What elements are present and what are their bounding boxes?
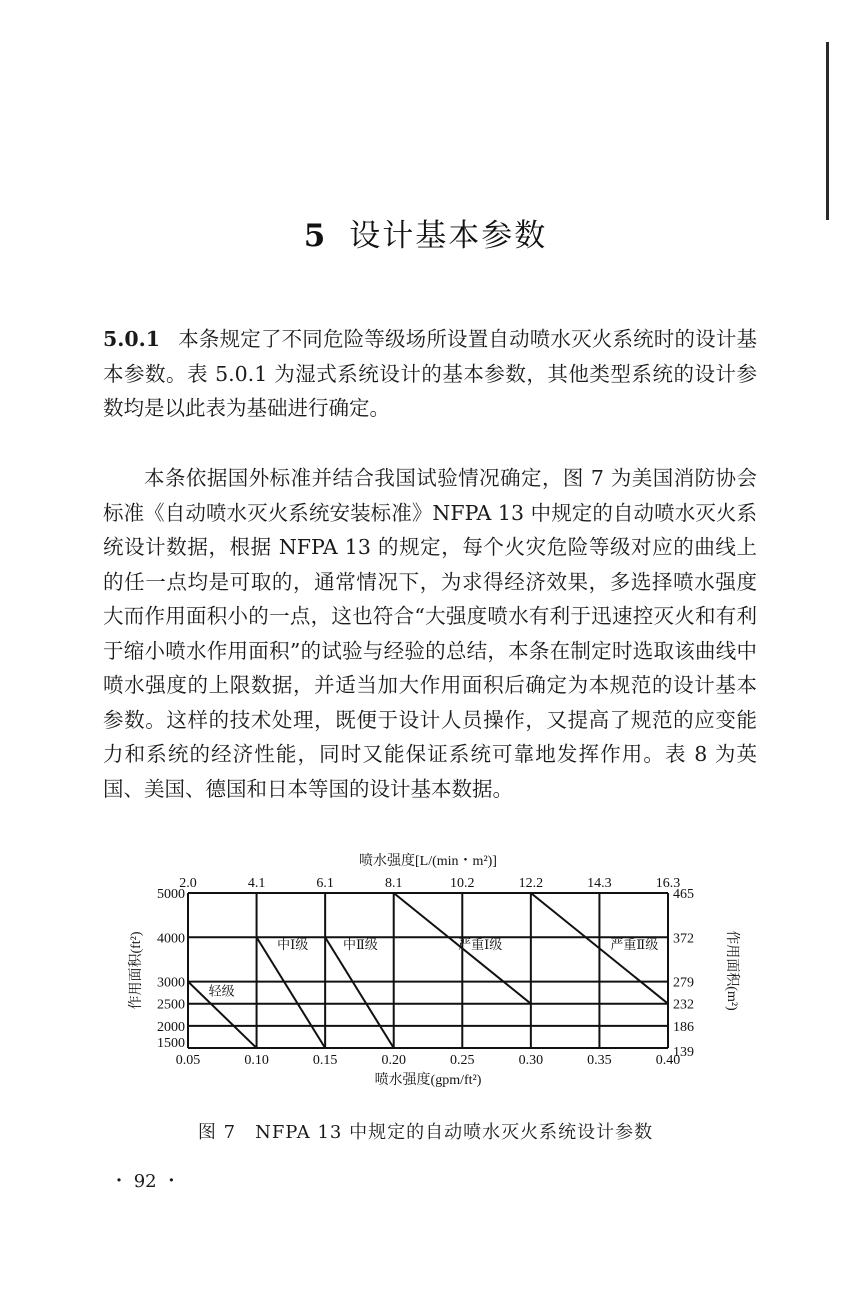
series-label-4: 严重Ⅱ级 [610,936,659,952]
x-tick-label: 0.25 [450,1053,475,1068]
x-tick-label: 0.20 [381,1053,406,1068]
chapter-title [0,210,851,255]
x-tick-label: 0.40 [655,1053,681,1068]
paragraph-clause-5-0-1 [103,322,757,426]
paragraph-1-text: 本条规定了不同危险等级场所设置自动喷水灭火系统时的设计基本参数。表 5.0.1 为湿式系统设计的基本参数，其他类型系统的设计参数均是以此表为基础进行确定。 [103,327,757,420]
x2-tick-label: 10.2 [450,876,475,891]
x-tick-label: 0.10 [244,1053,269,1068]
page-edge-line [826,42,829,220]
x2-axis-title: 喷水强度[L/(min・m²)] [359,854,497,869]
x-tick-label: 0.15 [312,1053,338,1068]
chapter-number: 5 [303,218,328,254]
paragraph-2: 本条依据国外标准并结合我国试验情况确定，图 7 为美国消防协会标准《自动喷水灭火系统安装标准》NFPA 13 中规定的自动喷水灭火系统设计数据，根据 NFPA 13 的规定，每个火灾危险等级对应的曲线上的任一点均是可取的，通常情况下，为求得经济效果，多选择喷水强度大而作用面积小的一点，这也符合“大强度喷水有利于迅速控灭火和有利于缩小喷水作用面积”的试验与经验的总结，本条在制定时选取该曲线中喷水强度的上限数据，并适当加大作用面积后确定为本规范的设计基本参数。这样的技术处理，既便于设计人员操作，又提高了规范的应变能力和系统的经济性能，同时又能保证系统可靠地发挥作用。表 8 为英国、美国、德国和日本等国的设计基本数据。 [103,466,757,801]
page-number: ・ 92 ・ [110,1171,181,1192]
x2-tick-label: 16.3 [655,876,681,891]
y2-tick-label: 372 [673,931,694,947]
design-parameter-chart [100,838,760,1108]
y2-axis-title: 作用面积(m²) [724,930,739,1011]
figure-7 [100,838,760,1108]
x-tick-label: 0.35 [587,1053,612,1068]
series-label-2: 中Ⅱ级 [342,936,378,952]
x-tick-label: 0.30 [518,1053,544,1068]
series-line-2 [325,937,394,1048]
x2-tick-label: 4.1 [247,876,266,891]
y-tick-label: 1500 [157,1036,185,1051]
y-axis-title: 作用面积(ft²) [129,931,144,1010]
x2-tick-label: 8.1 [384,876,403,891]
x2-tick-label: 2.0 [179,876,197,891]
y-tick-label: 2500 [157,997,185,1013]
figure-caption: 图 7 NFPA 13 中规定的自动喷水灭火系统设计参数 [197,1122,654,1143]
y-tick-label: 5000 [157,887,185,902]
x2-tick-label: 12.2 [518,876,544,891]
y-tick-label: 3000 [157,975,185,991]
x-axis-title: 喷水强度(gpm/ft²) [374,1073,482,1088]
y2-tick-label: 465 [673,887,694,902]
y-tick-label: 2000 [157,1019,185,1035]
y2-tick-label: 139 [673,1045,694,1060]
y2-tick-label: 186 [673,1019,694,1035]
series-label-1: 中Ⅰ级 [277,936,309,952]
series-label-3: 严重Ⅰ级 [458,936,503,952]
x2-tick-label: 6.1 [316,876,334,891]
chapter-title-text: 设计基本参数 [349,218,548,254]
x-tick-label: 0.05 [175,1053,201,1068]
clause-number: 5.0.1 [103,327,161,351]
x2-tick-label: 14.3 [587,876,612,891]
y2-tick-label: 279 [673,975,694,991]
series-label-0: 轻级 [208,983,235,999]
y2-tick-label: 232 [673,997,694,1013]
y-tick-label: 4000 [157,931,185,947]
series-line-1 [257,937,326,1048]
